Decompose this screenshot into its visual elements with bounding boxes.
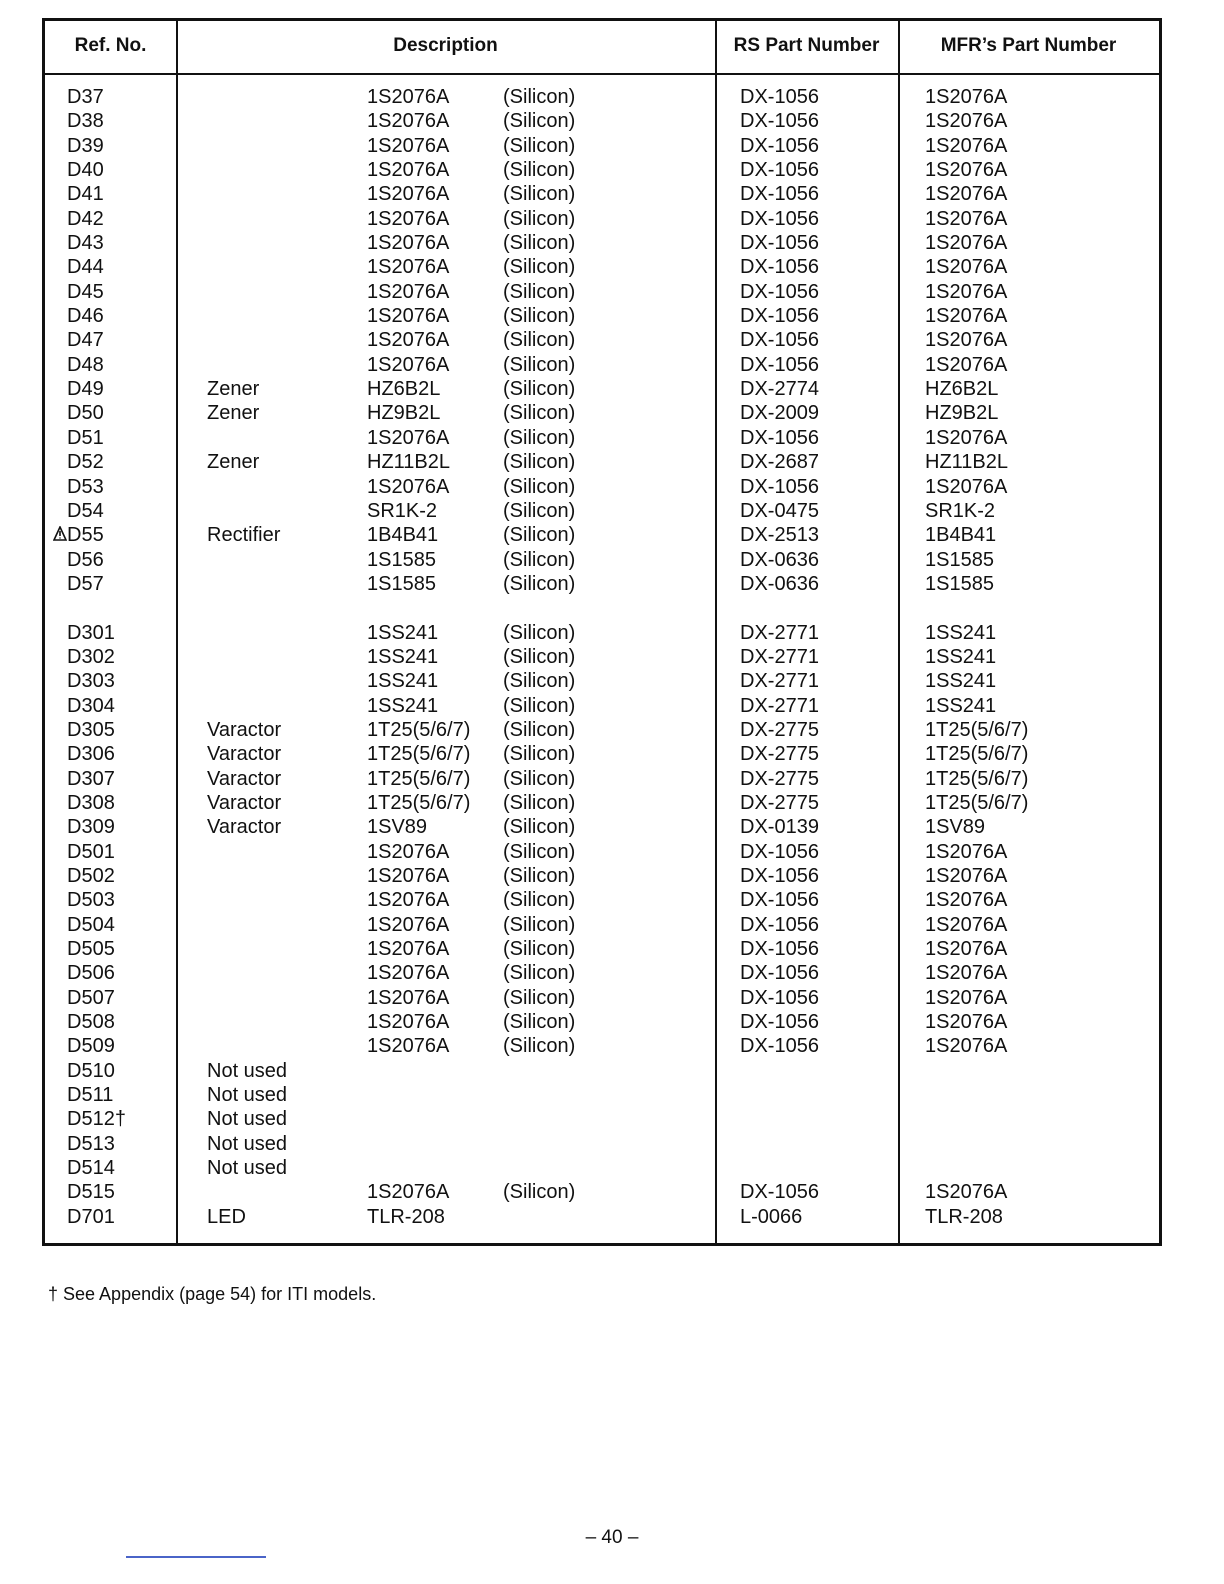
table-row <box>45 767 1159 791</box>
cell-part: HZ6B2L <box>367 378 441 401</box>
cell-ref: D47 <box>67 329 104 352</box>
cell-mfr: TLR-208 <box>925 1205 1003 1228</box>
table-row <box>45 621 1159 645</box>
cell-rs: DX-2771 <box>740 694 819 717</box>
cell-material: (Silicon) <box>503 86 576 108</box>
cell-mfr: 1S2076A <box>925 329 1008 352</box>
cell-ref: D43 <box>67 232 104 255</box>
cell-material: (Silicon) <box>503 524 576 547</box>
table-row <box>45 450 1159 474</box>
cell-ref: D501 <box>67 840 115 863</box>
table-row <box>45 1156 1159 1180</box>
cell-ref: D514 <box>67 1157 115 1180</box>
cell-mfr: HZ11B2L <box>925 451 1009 474</box>
cell-rs: DX-1056 <box>740 232 819 255</box>
cell-part: HZ9B2L <box>367 402 441 425</box>
table-row <box>45 694 1159 718</box>
cell-mfr: 1S1585 <box>925 572 994 595</box>
cell-ref: D507 <box>67 986 115 1009</box>
cell-part: 1S2076A <box>367 159 450 182</box>
cell-material: (Silicon) <box>503 670 576 693</box>
cell-mfr: 1S2076A <box>925 840 1008 863</box>
cell-part: TLR-208 <box>367 1205 445 1228</box>
cell-part: 1S2076A <box>367 1011 450 1034</box>
cell-material: (Silicon) <box>503 694 576 717</box>
cell-rs: DX-1056 <box>740 134 819 157</box>
cell-mfr: 1S2076A <box>925 256 1008 279</box>
cell-part: 1SS241 <box>367 670 439 693</box>
cell-rs: DX-1056 <box>740 353 819 376</box>
cell-part: 1S2076A <box>367 426 450 449</box>
cell-part: HZ11B2L <box>367 451 451 474</box>
cell-mfr: 1S2076A <box>925 183 1008 206</box>
cell-part: 1S2076A <box>367 86 450 108</box>
cell-part: 1SS241 <box>367 621 439 644</box>
cell-part: 1S2076A <box>367 110 450 133</box>
cell-ref: D306 <box>67 743 115 766</box>
cell-mfr: 1SV89 <box>925 816 986 839</box>
cell-rs: DX-2771 <box>740 670 819 693</box>
cell-ref: D42 <box>67 207 104 230</box>
table-row <box>45 304 1159 328</box>
cell-rs: DX-1056 <box>740 475 819 498</box>
cell-mfr: 1S2076A <box>925 962 1008 985</box>
cell-material: (Silicon) <box>503 1181 576 1204</box>
cell-material: (Silicon) <box>503 865 576 887</box>
cell-material: (Silicon) <box>503 207 576 230</box>
cell-part: 1S2076A <box>367 256 450 279</box>
cell-type: Varactor <box>207 743 282 766</box>
cell-part: 1T25(5/6/7) <box>367 791 471 814</box>
cell-mfr: 1SS241 <box>925 694 997 717</box>
table-row <box>45 426 1159 450</box>
cell-type: Not used <box>207 1132 288 1155</box>
table-row <box>45 255 1159 279</box>
table-row <box>45 840 1159 864</box>
table-row <box>45 1180 1159 1204</box>
cell-mfr: 1S2076A <box>925 1181 1008 1204</box>
header-mfr-part: MFR’s Part Number <box>940 35 1117 56</box>
cell-mfr: 1B4B41 <box>925 524 997 547</box>
cell-ref: D40 <box>67 159 104 182</box>
cell-material: (Silicon) <box>503 938 576 961</box>
cell-mfr: SR1K-2 <box>925 499 996 522</box>
cell-type: Not used <box>207 1108 288 1131</box>
cell-ref: D503 <box>67 889 115 912</box>
cell-type: Not used <box>207 1157 288 1180</box>
cell-ref: D302 <box>67 645 115 668</box>
cell-material: (Silicon) <box>503 816 576 839</box>
footnote: † See Appendix (page 54) for ITI models. <box>48 1284 377 1304</box>
cell-material: (Silicon) <box>503 475 576 498</box>
cell-material: (Silicon) <box>503 134 576 157</box>
table-row <box>45 182 1159 206</box>
cell-rs: DX-2775 <box>740 743 819 766</box>
cell-part: 1S1585 <box>367 548 436 571</box>
cell-part: 1S1585 <box>367 572 436 595</box>
cell-ref: D53 <box>67 475 104 498</box>
cell-ref: D513 <box>67 1132 115 1155</box>
cell-mfr: 1S2076A <box>925 1011 1008 1034</box>
page-number: – 40 – <box>585 1527 639 1548</box>
cell-rs: DX-2775 <box>740 767 819 790</box>
cell-ref: D502 <box>67 865 115 887</box>
cell-ref: D55 <box>67 524 104 547</box>
cell-rs: DX-1056 <box>740 1035 819 1058</box>
cell-ref: D51 <box>67 426 104 449</box>
cell-rs: DX-1056 <box>740 86 819 108</box>
cell-part: 1SV89 <box>367 816 428 839</box>
cell-type: Varactor <box>207 767 282 790</box>
cell-material: (Silicon) <box>503 183 576 206</box>
table-row <box>45 669 1159 693</box>
cell-material: (Silicon) <box>503 499 576 522</box>
cell-rs: DX-0636 <box>740 572 819 595</box>
cell-rs: DX-1056 <box>740 1181 819 1204</box>
cell-ref: D45 <box>67 280 104 303</box>
cell-mfr: 1T25(5/6/7) <box>925 743 1029 766</box>
cell-rs: DX-1056 <box>740 1011 819 1034</box>
cell-rs: DX-1056 <box>740 256 819 279</box>
cell-ref: D56 <box>67 548 104 571</box>
table-row <box>45 815 1159 839</box>
table-row <box>45 645 1159 669</box>
cell-mfr: 1T25(5/6/7) <box>925 767 1029 790</box>
cell-ref: D37 <box>67 86 104 108</box>
cell-part: 1S2076A <box>367 207 450 230</box>
table-row <box>45 791 1159 815</box>
cell-ref: D54 <box>67 499 104 522</box>
cell-rs: DX-1056 <box>740 207 819 230</box>
cell-material: (Silicon) <box>503 426 576 449</box>
cell-part: 1T25(5/6/7) <box>367 743 471 766</box>
table-row <box>45 742 1159 766</box>
cell-mfr: 1SS241 <box>925 621 997 644</box>
cell-type: Rectifier <box>207 524 281 547</box>
cell-part: 1S2076A <box>367 475 450 498</box>
cell-ref: D511 <box>67 1084 114 1107</box>
cell-mfr: 1S2076A <box>925 207 1008 230</box>
table-row <box>45 548 1159 572</box>
cell-material: (Silicon) <box>503 889 576 912</box>
cell-part: 1SS241 <box>367 694 439 717</box>
cell-rs: DX-0139 <box>740 816 819 839</box>
cell-mfr: 1S2076A <box>925 305 1008 328</box>
cell-type: Zener <box>207 378 260 401</box>
cell-rs: DX-1056 <box>740 962 819 985</box>
cell-type: LED <box>207 1205 246 1228</box>
cell-ref: D305 <box>67 718 115 741</box>
cell-rs: DX-1056 <box>740 426 819 449</box>
table-row <box>45 1010 1159 1034</box>
cell-ref: D39 <box>67 134 104 157</box>
table-row <box>45 1059 1159 1083</box>
cell-ref: D303 <box>67 670 115 693</box>
cell-type: Zener <box>207 451 260 474</box>
cell-material: (Silicon) <box>503 572 576 595</box>
cell-ref: D701 <box>67 1205 115 1228</box>
cell-mfr: 1S2076A <box>925 353 1008 376</box>
cell-material: (Silicon) <box>503 718 576 741</box>
cell-rs: DX-2771 <box>740 621 819 644</box>
table-row <box>45 158 1159 182</box>
cell-rs: DX-0636 <box>740 548 819 571</box>
cell-part: 1S2076A <box>367 280 450 303</box>
cell-material: (Silicon) <box>503 767 576 790</box>
cell-material: (Silicon) <box>503 962 576 985</box>
table-row <box>45 1132 1159 1156</box>
cell-mfr: 1S2076A <box>925 913 1008 936</box>
cell-rs: DX-2775 <box>740 718 819 741</box>
cell-ref: D515 <box>67 1181 115 1204</box>
cell-rs: DX-0475 <box>740 499 819 522</box>
cell-ref: D504 <box>67 913 115 936</box>
cell-ref: D57 <box>67 572 104 595</box>
cell-part: 1S2076A <box>367 1035 450 1058</box>
table-row <box>45 377 1159 401</box>
cell-mfr: 1S2076A <box>925 986 1008 1009</box>
cell-material: (Silicon) <box>503 110 576 133</box>
cell-ref: D41 <box>67 183 104 206</box>
cell-rs: DX-2009 <box>740 402 819 425</box>
cell-rs: DX-1056 <box>740 183 819 206</box>
cell-part: 1S2076A <box>367 913 450 936</box>
cell-ref: D506 <box>67 962 115 985</box>
cell-mfr: 1S1585 <box>925 548 994 571</box>
cell-material: (Silicon) <box>503 743 576 766</box>
cell-mfr: 1S2076A <box>925 159 1008 182</box>
cell-ref: D38 <box>67 110 104 133</box>
cell-mfr: 1S2076A <box>925 280 1008 303</box>
cell-type: Varactor <box>207 791 282 814</box>
cell-mfr: HZ9B2L <box>925 402 999 425</box>
table-row <box>45 986 1159 1010</box>
cell-ref: D46 <box>67 305 104 328</box>
cell-material: (Silicon) <box>503 305 576 328</box>
warning-icon <box>53 526 67 542</box>
cell-material: (Silicon) <box>503 621 576 644</box>
cell-rs: DX-2687 <box>740 451 819 474</box>
header-description: Description <box>393 35 498 56</box>
cell-mfr: HZ6B2L <box>925 378 999 401</box>
cell-ref: D301 <box>67 621 115 644</box>
cell-ref: D44 <box>67 256 104 279</box>
table-row <box>45 280 1159 304</box>
table-body <box>45 85 1159 1229</box>
cell-ref: D309 <box>67 816 115 839</box>
table-row <box>45 864 1159 888</box>
table-row <box>45 499 1159 523</box>
cell-part: 1S2076A <box>367 889 450 912</box>
cell-type: Varactor <box>207 718 282 741</box>
cell-rs: DX-1056 <box>740 865 819 887</box>
cell-material: (Silicon) <box>503 451 576 474</box>
cell-part: 1SS241 <box>367 645 439 668</box>
cell-mfr: 1SS241 <box>925 670 997 693</box>
cell-mfr: 1T25(5/6/7) <box>925 791 1029 814</box>
cell-material: (Silicon) <box>503 791 576 814</box>
cell-part: 1S2076A <box>367 865 450 887</box>
cell-part: 1S2076A <box>367 986 450 1009</box>
cell-ref: D48 <box>67 353 104 376</box>
cell-mfr: 1S2076A <box>925 134 1008 157</box>
cell-mfr: 1T25(5/6/7) <box>925 718 1029 741</box>
cell-rs: DX-1056 <box>740 938 819 961</box>
cell-part: 1S2076A <box>367 1181 450 1204</box>
cell-rs: DX-1056 <box>740 305 819 328</box>
table-row <box>45 718 1159 742</box>
table-row <box>45 913 1159 937</box>
cell-rs: DX-1056 <box>740 159 819 182</box>
cell-part: 1T25(5/6/7) <box>367 718 471 741</box>
cell-part: 1B4B41 <box>367 524 439 547</box>
cell-rs: DX-2775 <box>740 791 819 814</box>
table-row <box>45 572 1159 596</box>
table-row <box>45 1083 1159 1107</box>
table-row <box>45 134 1159 158</box>
cell-material: (Silicon) <box>503 159 576 182</box>
cell-part: 1S2076A <box>367 305 450 328</box>
table-row <box>45 85 1159 109</box>
header-ref: Ref. No. <box>74 35 147 56</box>
row-spacer <box>45 596 1159 620</box>
cell-ref: D510 <box>67 1059 115 1082</box>
cell-rs: DX-1056 <box>740 913 819 936</box>
cell-rs: DX-1056 <box>740 986 819 1009</box>
cell-mfr: 1S2076A <box>925 475 1008 498</box>
cell-mfr: 1S2076A <box>925 938 1008 961</box>
cell-type: Not used <box>207 1059 288 1082</box>
cell-rs: DX-1056 <box>740 280 819 303</box>
cell-material: (Silicon) <box>503 329 576 352</box>
cell-material: (Silicon) <box>503 645 576 668</box>
table-row <box>45 523 1159 547</box>
cell-part: 1S2076A <box>367 329 450 352</box>
cell-ref: D49 <box>67 378 104 401</box>
cell-material: (Silicon) <box>503 913 576 936</box>
table-row <box>45 109 1159 133</box>
cell-material: (Silicon) <box>503 256 576 279</box>
cell-part: 1S2076A <box>367 183 450 206</box>
table-row <box>45 961 1159 985</box>
cell-material: (Silicon) <box>503 986 576 1009</box>
cell-ref: D307 <box>67 767 115 790</box>
table-row <box>45 401 1159 425</box>
cell-part: 1S2076A <box>367 353 450 376</box>
cell-mfr: 1S2076A <box>925 1035 1008 1058</box>
table-row <box>45 1107 1159 1131</box>
cell-material: (Silicon) <box>503 1035 576 1058</box>
cell-material: (Silicon) <box>503 1011 576 1034</box>
cell-mfr: 1S2076A <box>925 865 1008 887</box>
cell-rs: DX-2513 <box>740 524 819 547</box>
cell-material: (Silicon) <box>503 840 576 863</box>
cell-type: Not used <box>207 1084 288 1107</box>
table-row <box>45 353 1159 377</box>
cell-rs: DX-1056 <box>740 110 819 133</box>
table-row <box>45 328 1159 352</box>
cell-material: (Silicon) <box>503 548 576 571</box>
table-row <box>45 937 1159 961</box>
cell-ref: D50 <box>67 402 104 425</box>
cell-ref: D509 <box>67 1035 115 1058</box>
cell-ref: D304 <box>67 694 115 717</box>
cell-material: (Silicon) <box>503 402 576 425</box>
cell-mfr: 1SS241 <box>925 645 997 668</box>
cell-part: 1S2076A <box>367 840 450 863</box>
cell-mfr: 1S2076A <box>925 110 1008 133</box>
cell-type: Zener <box>207 402 260 425</box>
cell-ref: D505 <box>67 938 115 961</box>
cell-mfr: 1S2076A <box>925 232 1008 255</box>
table-row <box>45 888 1159 912</box>
cell-ref: D52 <box>67 451 104 474</box>
table-row <box>45 1205 1159 1229</box>
cell-ref: D512† <box>67 1108 126 1131</box>
cell-rs: L-0066 <box>740 1205 803 1228</box>
header-divider <box>45 73 1159 75</box>
cell-part: 1T25(5/6/7) <box>367 767 471 790</box>
cell-material: (Silicon) <box>503 232 576 255</box>
cell-part: 1S2076A <box>367 938 450 961</box>
cell-mfr: 1S2076A <box>925 426 1008 449</box>
cell-rs: DX-2771 <box>740 645 819 668</box>
cell-material: (Silicon) <box>503 378 576 401</box>
cell-mfr: 1S2076A <box>925 889 1008 912</box>
cell-rs: DX-1056 <box>740 889 819 912</box>
table-row <box>45 207 1159 231</box>
table-row <box>45 475 1159 499</box>
cell-material: (Silicon) <box>503 353 576 376</box>
cell-part: 1S2076A <box>367 134 450 157</box>
cell-part: 1S2076A <box>367 232 450 255</box>
cell-rs: DX-2774 <box>740 378 819 401</box>
header-rs-part: RS Part Number <box>733 35 880 56</box>
cell-part: SR1K-2 <box>367 499 438 522</box>
cell-material: (Silicon) <box>503 280 576 303</box>
cell-ref: D308 <box>67 791 115 814</box>
cell-mfr: 1S2076A <box>925 86 1008 108</box>
cell-ref: D508 <box>67 1011 115 1034</box>
cell-rs: DX-1056 <box>740 329 819 352</box>
decorative-line <box>126 1556 266 1558</box>
parts-table <box>42 18 1162 1246</box>
table-row <box>45 231 1159 255</box>
cell-rs: DX-1056 <box>740 840 819 863</box>
table-row <box>45 1034 1159 1058</box>
cell-part: 1S2076A <box>367 962 450 985</box>
cell-type: Varactor <box>207 816 282 839</box>
